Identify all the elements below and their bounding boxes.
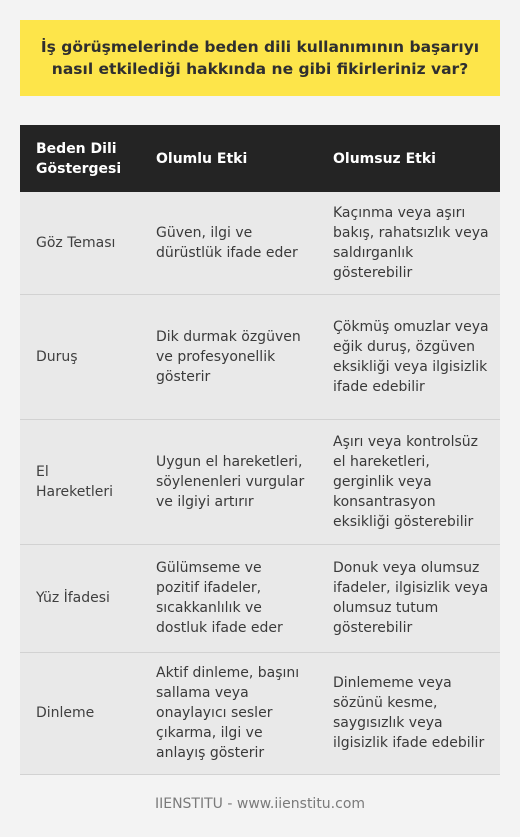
cell-negative: Donuk veya olumsuz ifadeler, ilgisizlik veya olumsuz tutum gösterebilir [333, 560, 489, 636]
page-title: İş görüşmelerinde beden dili kullanımının başarıyı nasıl etkilediği hakkında ne gibi fikirleriniz var? [40, 38, 480, 78]
cell-negative: Aşırı veya kontrolsüz el hareketleri, gerginlik veya konsantrasyon eksikliği gösterebilir [333, 433, 479, 530]
title-banner [20, 20, 500, 96]
footer-credit: IIENSTITU - www.iienstitu.com [154, 796, 366, 812]
cell-indicator: Duruş [36, 348, 78, 365]
header-positive: Olumlu Etki [156, 150, 248, 167]
header-negative: Olumsuz Etki [333, 150, 436, 167]
cell-positive: Gülümseme ve pozitif ifadeler, sıcakkanlılık ve dostluk ifade eder [156, 560, 283, 636]
table-row [20, 544, 500, 652]
table-header-row [20, 125, 500, 192]
cell-positive: Dik durmak özgüven ve profesyonellik gösterir [156, 328, 301, 385]
cell-positive: Güven, ilgi ve dürüstlük ifade eder [156, 224, 298, 261]
cell-indicator: Yüz İfadesi [36, 590, 110, 606]
table-row [20, 419, 500, 544]
cell-indicator: El Hareketleri [36, 463, 114, 500]
cell-positive: Uygun el hareketleri, söylenenleri vurgular ve ilgiyi artırır [156, 453, 305, 510]
table-row [20, 652, 500, 774]
cell-negative: Dinlememe veya sözünü kesme, saygısızlık veya ilgisizlik ifade edebilir [333, 675, 485, 751]
table-row [20, 192, 500, 294]
body-language-table [20, 125, 500, 775]
cell-indicator: Dinleme [36, 705, 95, 721]
cell-negative: Kaçınma veya aşırı bakış, rahatsızlık veya saldırganlık gösterebilir [333, 204, 489, 281]
cell-positive: Aktif dinleme, başını sallama veya onaylayıcı sesler çıkarma, ilgi ve anlayış gösterir [156, 665, 300, 761]
cell-indicator: Göz Teması [36, 234, 116, 251]
table-row [20, 294, 500, 419]
cell-negative: Çökmüş omuzlar veya eğik duruş, özgüven eksikliği veya ilgisizlik ifade edebilir [333, 318, 489, 395]
header-indicator: Beden Dili Göstergesi [36, 140, 122, 177]
